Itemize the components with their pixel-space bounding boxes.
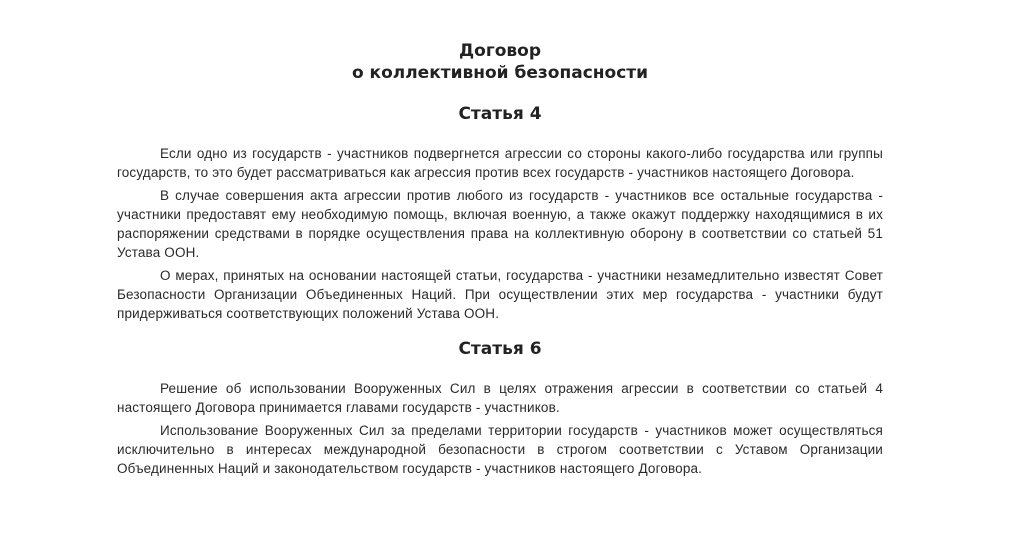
article-4	[117, 103, 883, 323]
article-paragraph: Использование Вооруженных Сил за пределами территории государств - участников может осуществляться исключительно в интересах международной безопасности в строгом соответствии с Уставом Организации Объединенных Наций и законодательством государств - участников настоящего Договора.	[117, 423, 883, 476]
article-heading: Статья 4	[458, 104, 542, 124]
document-title	[117, 40, 883, 84]
article-paragraph: Если одно из государств - участников подвергнется агрессии со стороны какого-либо государства или группы государств, то это будет рассматриваться как агрессия против всех государств - участников настоящего Договора.	[117, 146, 883, 180]
article-paragraph: Решение об использовании Вооруженных Сил в целях отражения агрессии в соответствии со статьей 4 настоящего Договора принимается главами государств - участников.	[117, 381, 883, 415]
document-title-line-1: Договор	[459, 41, 541, 61]
article-6	[117, 338, 883, 478]
document-title-line-2: о коллективной безопасности	[351, 63, 649, 83]
article-paragraph: О мерах, принятых на основании настоящей статьи, государства - участники незамедлительно известят Совет Безопасности Организации Объединенных Наций. При осуществлении этих мер государства - участники будут придерживаться соответствующих положений Устава ООН.	[117, 268, 883, 321]
document	[117, 40, 883, 482]
article-heading: Статья 6	[458, 339, 542, 359]
article-paragraph: В случае совершения акта агрессии против любого из государств - участников все остальные государства - участники предоставят ему необходимую помощь, включая военную, а также окажут поддержку находящимися в их распоряжении средствами в порядке осуществления права на коллективную оборону в соответствии со статьей 51 Устава ООН.	[117, 188, 883, 260]
